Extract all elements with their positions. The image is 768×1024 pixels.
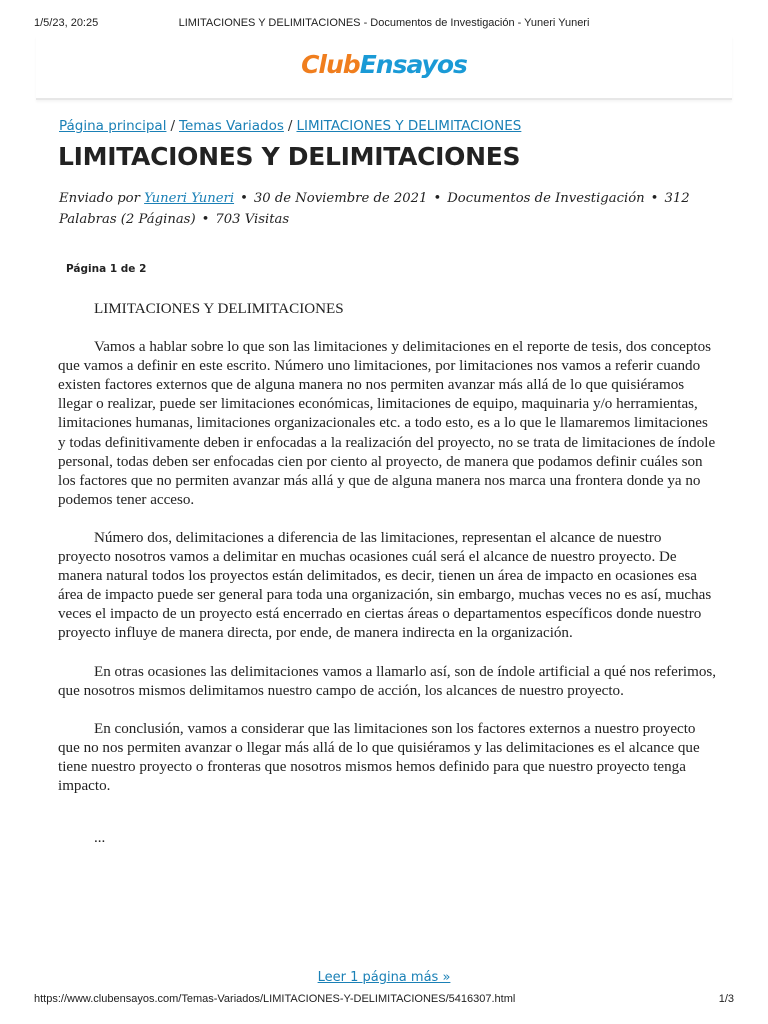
sent-by-label: Enviado por	[59, 191, 140, 206]
read-more-link[interactable]: Leer 1 página más »	[317, 970, 451, 985]
document-heading: LIMITACIONES Y DELIMITACIONES	[94, 301, 344, 317]
site-logo[interactable]	[36, 50, 732, 79]
page-title: LIMITACIONES Y DELIMITACIONES	[58, 142, 521, 171]
meta-separator: •	[240, 191, 248, 206]
breadcrumb-separator: /	[287, 118, 293, 134]
document-ellipsis: ...	[94, 830, 106, 847]
read-more-container	[0, 970, 768, 985]
document-body	[58, 300, 718, 848]
meta-separator: •	[650, 191, 659, 206]
breadcrumb-current-link[interactable]: LIMITACIONES Y DELIMITACIONES	[296, 118, 522, 134]
category-label: Documentos de Investigación	[447, 191, 645, 206]
author-link[interactable]: Yuneri Yuneri	[144, 191, 235, 206]
print-header	[0, 14, 768, 30]
logo-club-text: Club	[301, 50, 360, 79]
document-paragraph: En conclusión, vamos a considerar que las limitaciones son los factores externos a nuestro proyecto que no nos permiten avanzar o llegar más allá de lo que quisiéramos y las delimitaciones es el alcance que tiene nuestro proyecto o fronteras que nosotros mismos hemos definido para que nuestro proyecto tenga impacto.	[58, 720, 700, 794]
document-meta	[59, 188, 719, 230]
breadcrumb-separator: /	[170, 118, 176, 134]
breadcrumb	[59, 118, 521, 134]
print-datetime: 1/5/23, 20:25	[34, 17, 99, 29]
document-paragraph: En otras ocasiones las delimitaciones vamos a llamarlo así, son de índole artificial a qué nos referimos, que nosotros mismos delimitamos nuestro campo de acción, los alcances de nuestro proyecto.	[58, 663, 717, 699]
word-count: 312 Palabras (2 Páginas)	[59, 191, 690, 227]
breadcrumb-category-link[interactable]: Temas Variados	[179, 118, 284, 134]
breadcrumb-home-link[interactable]: Página principal	[59, 118, 167, 134]
site-header	[36, 36, 732, 100]
document-paragraph: Vamos a hablar sobre lo que son las limitaciones y delimitaciones en el reporte de tesis, dos conceptos que vamos a definir en este escrito. Número uno limitaciones, por limitaciones nos vamos a referir cuando existen factores externos que de alguna manera no nos permiten avanzar más allá de lo que quisiéramos llegar o realizar, puede ser limitaciones económicas, limitaciones de equipo, maquinaria y/o herramientas, limitaciones humanas, limitaciones organizacionales etc. a todo esto, es a lo que le llamaremos limitaciones y todas definitivamente deben ir enfocadas a la realización del proyecto, no se trata de limitaciones de índole personal, todas deben ser enfocadas cien por ciento al proyecto, de manera que podamos definir cuáles son los factores que no permiten avanzar más allá y que de alguna manera nos marca una frontera donde ya no podemos tener acceso.	[58, 339, 716, 508]
document-paragraph: Número dos, delimitaciones a diferencia de las limitaciones, representan el alcance de nuestro proyecto nosotros vamos a delimitar en muchas ocasiones cuál será el alcance de nuestro proyecto. De manera natural todos los proyectos están delimitados, es decir, tienen un área de impacto en ocasiones esa área de impacto puede ser general para toda una organización, sin embargo, muchas veces no es así, muchas veces el impacto de un proyecto está encerrado en ciertas áreas o departamentos específicos donde nuestro proyecto influye de manera directa, por ende, de manera indirecta en la organización.	[58, 529, 712, 642]
print-page-title: LIMITACIONES Y DELIMITACIONES - Documentos de Investigación - Yuneri Yuneri	[178, 17, 590, 29]
page-indicator: Página 1 de 2	[66, 263, 147, 275]
meta-separator: •	[201, 212, 210, 227]
meta-separator: •	[433, 191, 442, 206]
logo-ensayos-text: Ensayos	[359, 50, 467, 79]
print-url: https://www.clubensayos.com/Temas-Variados/LIMITACIONES-Y-DELIMITACIONES/5416307.html	[34, 993, 516, 1005]
visit-count: 703 Visitas	[215, 212, 290, 227]
publish-date: 30 de Noviembre de 2021	[253, 191, 428, 206]
print-page-number: 1/3	[718, 993, 734, 1005]
